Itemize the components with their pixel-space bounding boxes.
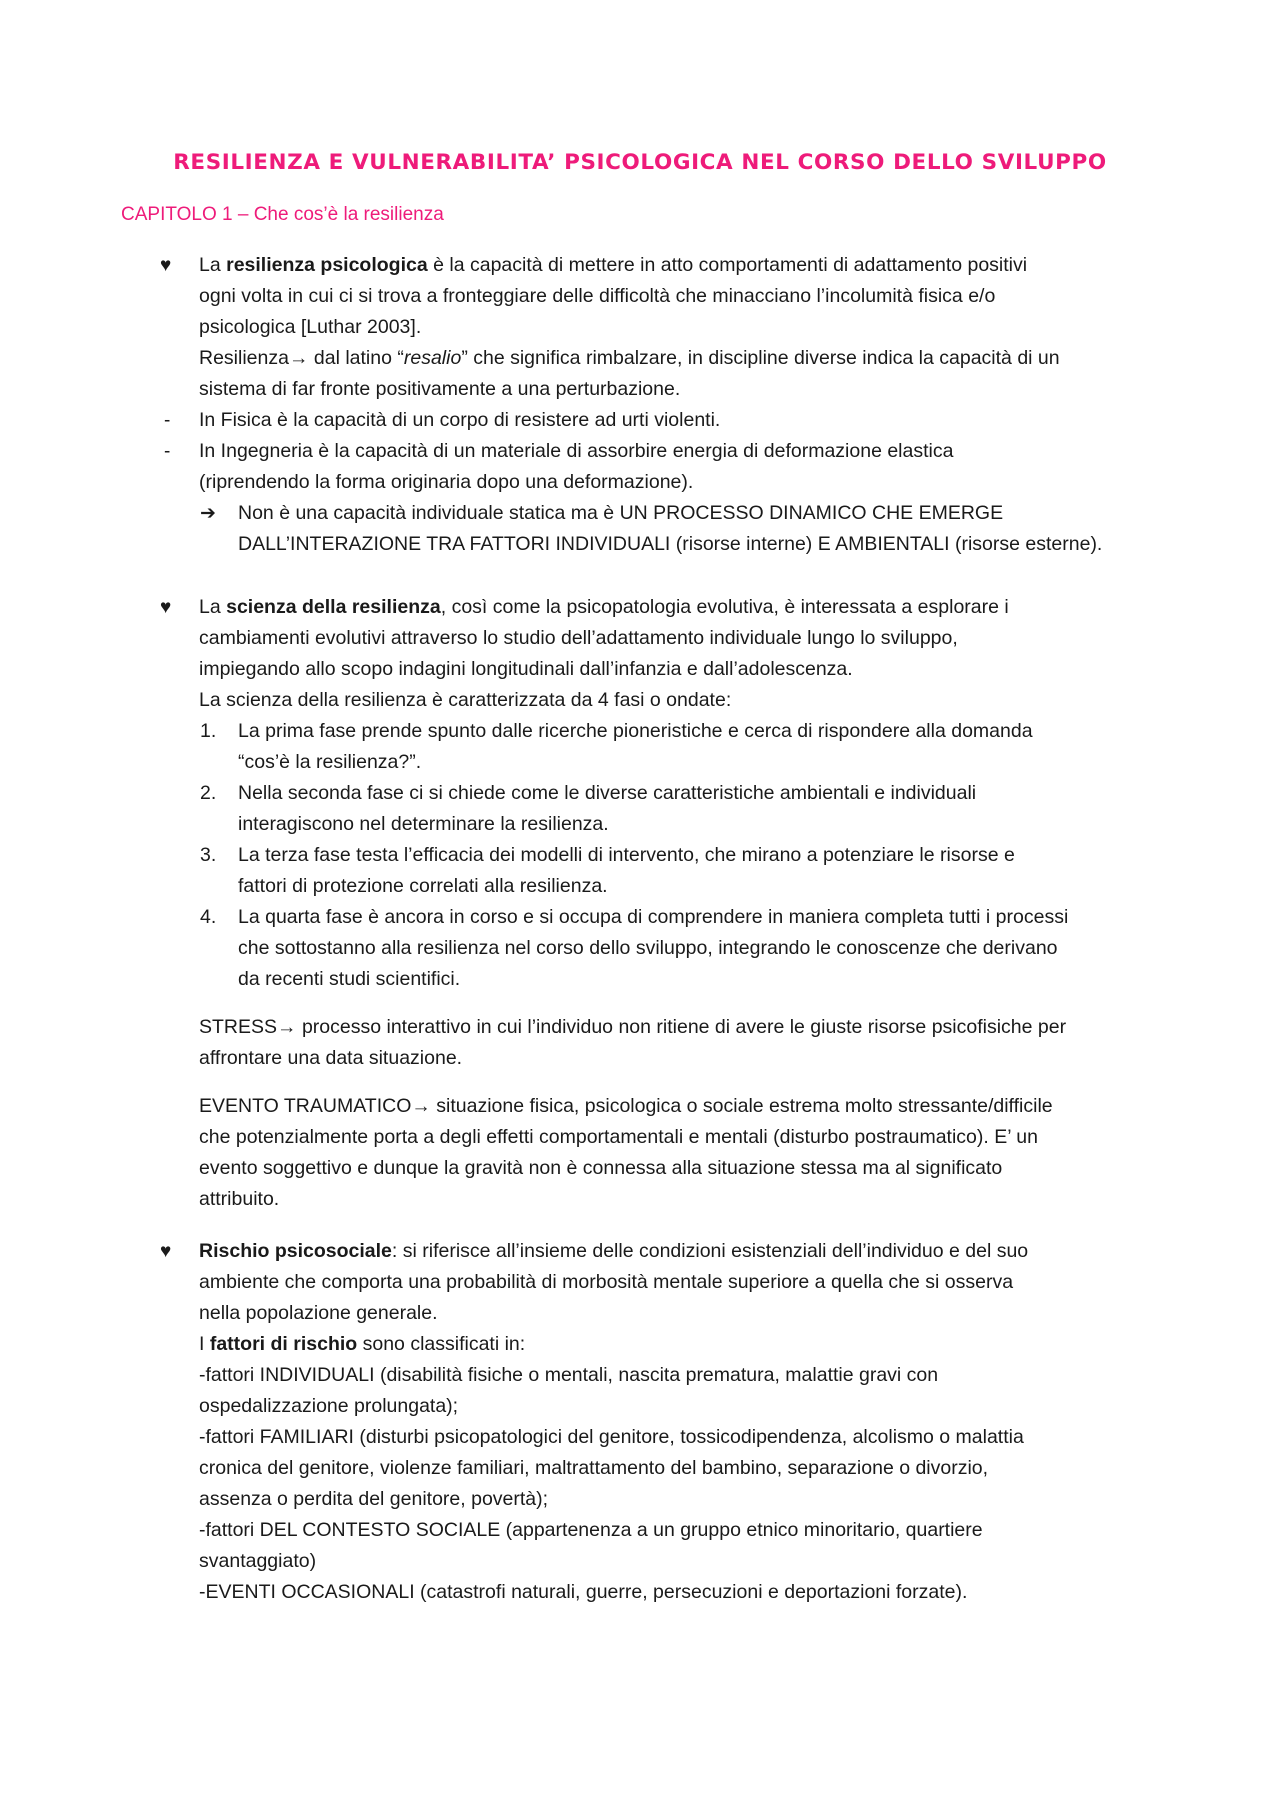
paragraph-line: -fattori INDIVIDUALI (disabilità fisiche o mentali, nascita prematura, malattie gravi con (199, 1364, 939, 1386)
paragraph-line: ogni volta in cui ci si trova a fronteggiare delle difficoltà che minacciano l’incolumità fisica e/o (199, 285, 996, 307)
paragraph-line: -fattori DEL CONTESTO SOCIALE (appartenenza a un gruppo etnico minoritario, quartiere (199, 1519, 983, 1541)
paragraph-line: Rischio psicosociale: si riferisce all’insieme delle condizioni esistenziali dell’individuo e del suo (199, 1240, 1029, 1262)
list-item: Non è una capacità individuale statica ma è UN PROCESSO DINAMICO CHE EMERGE (238, 502, 1004, 524)
list-number: 4. (200, 906, 217, 928)
list-item: In Ingegneria è la capacità di un materiale di assorbire energia di deformazione elastica (199, 440, 954, 462)
chapter-heading: CAPITOLO 1 – Che cos’è la resilienza (121, 204, 444, 225)
paragraph-line: La resilienza psicologica è la capacità di mettere in atto comportamenti di adattamento positivi (199, 254, 1028, 276)
paragraph-line: psicologica [Luthar 2003]. (199, 316, 422, 338)
arrow-icon: → (277, 1016, 297, 1038)
heart-bullet-icon: ♥ (160, 597, 172, 618)
definition-evento-traumatico: EVENTO TRAUMATICO→ situazione fisica, psicologica o sociale estrema molto stressante/difficile (199, 1095, 1053, 1117)
list-item: che sottostanno alla resilienza nel corso dello sviluppo, integrando le conoscenze che derivano (238, 937, 1058, 959)
list-item: La prima fase prende spunto dalle ricerche pioneristiche e cerca di rispondere alla domanda (238, 720, 1033, 742)
list-item: In Fisica è la capacità di un corpo di resistere ad urti violenti. (199, 409, 721, 431)
definition-stress: STRESS→ processo interattivo in cui l’individuo non ritiene di avere le giuste risorse psicofisiche per (199, 1016, 1067, 1038)
paragraph-line: evento soggettivo e dunque la gravità non è connessa alla situazione stessa ma al significato (199, 1157, 1003, 1179)
paragraph-line: che potenzialmente porta a degli effetti comportamentali e mentali (disturbo postraumatico). E’ un (199, 1126, 1038, 1148)
arrow-icon: → (288, 347, 309, 369)
list-item: La quarta fase è ancora in corso e si occupa di comprendere in maniera completa tutti i processi (238, 906, 1069, 928)
list-number: 1. (200, 720, 217, 742)
list-item: DALL’INTERAZIONE TRA FATTORI INDIVIDUALI (risorse interne) E AMBIENTALI (risorse esterne). (238, 533, 1103, 555)
paragraph-line: Resilienza→ dal latino “resalio” che significa rimbalzare, in discipline diverse indica la capacità di un (199, 347, 1060, 369)
paragraph-line: attribuito. (199, 1188, 280, 1210)
arrow-icon: → (411, 1095, 431, 1117)
paragraph-line: nella popolazione generale. (199, 1302, 438, 1324)
list-item: (riprendendo la forma originaria dopo una deformazione). (199, 471, 694, 493)
paragraph-line: cronica del genitore, violenze familiari, maltrattamento del bambino, separazione o divorzio, (199, 1457, 989, 1479)
list-item: fattori di protezione correlati alla resilienza. (238, 875, 608, 897)
list-item: da recenti studi scientifici. (238, 968, 461, 990)
paragraph-line: ambiente che comporta una probabilità di morbosità mentale superiore a quella che si osserva (199, 1271, 1014, 1293)
paragraph-line: -EVENTI OCCASIONALI (catastrofi naturali, guerre, persecuzioni e deportazioni forzate). (199, 1581, 968, 1603)
list-item: “cos’è la resilienza?”. (238, 751, 422, 773)
list-item: interagiscono nel determinare la resilienza. (238, 813, 609, 835)
paragraph-line: impiegando allo scopo indagini longitudinali dall’infanzia e dall’adolescenza. (199, 658, 853, 680)
paragraph-line: La scienza della resilienza è caratterizzata da 4 fasi o ondate: (199, 689, 732, 711)
list-number: 3. (200, 844, 217, 866)
paragraph-line: affrontare una data situazione. (199, 1047, 463, 1069)
list-item: Nella seconda fase ci si chiede come le diverse caratteristiche ambientali e individuali (238, 782, 977, 804)
paragraph-line: cambiamenti evolutivi attraverso lo studio dell’adattamento individuale lungo lo sviluppo, (199, 627, 958, 649)
arrow-bullet-icon: ➔ (200, 503, 216, 524)
paragraph-line: ospedalizzazione prolungata); (199, 1395, 459, 1417)
document-title: RESILIENZA E VULNERABILITA’ PSICOLOGICA NEL CORSO DELLO SVILUPPO (173, 150, 1107, 175)
heart-bullet-icon: ♥ (160, 1241, 172, 1262)
paragraph-line: I fattori di rischio sono classificati in: (199, 1333, 526, 1355)
paragraph-line: -fattori FAMILIARI (disturbi psicopatologici del genitore, tossicodipendenza, alcolismo o malattia (199, 1426, 1024, 1448)
dash-bullet: - (164, 410, 171, 431)
paragraph-line: sistema di far fronte positivamente a una perturbazione. (199, 378, 681, 400)
paragraph-line: assenza o perdita del genitore, povertà); (199, 1488, 549, 1510)
list-item: La terza fase testa l’efficacia dei modelli di intervento, che mirano a potenziare le risorse e (238, 844, 1015, 866)
heart-bullet-icon: ♥ (160, 255, 172, 276)
dash-bullet: - (164, 441, 171, 462)
paragraph-line: La scienza della resilienza, così come la psicopatologia evolutiva, è interessata a esplorare i (199, 596, 1009, 618)
list-number: 2. (200, 782, 217, 804)
paragraph-line: svantaggiato) (199, 1550, 317, 1572)
